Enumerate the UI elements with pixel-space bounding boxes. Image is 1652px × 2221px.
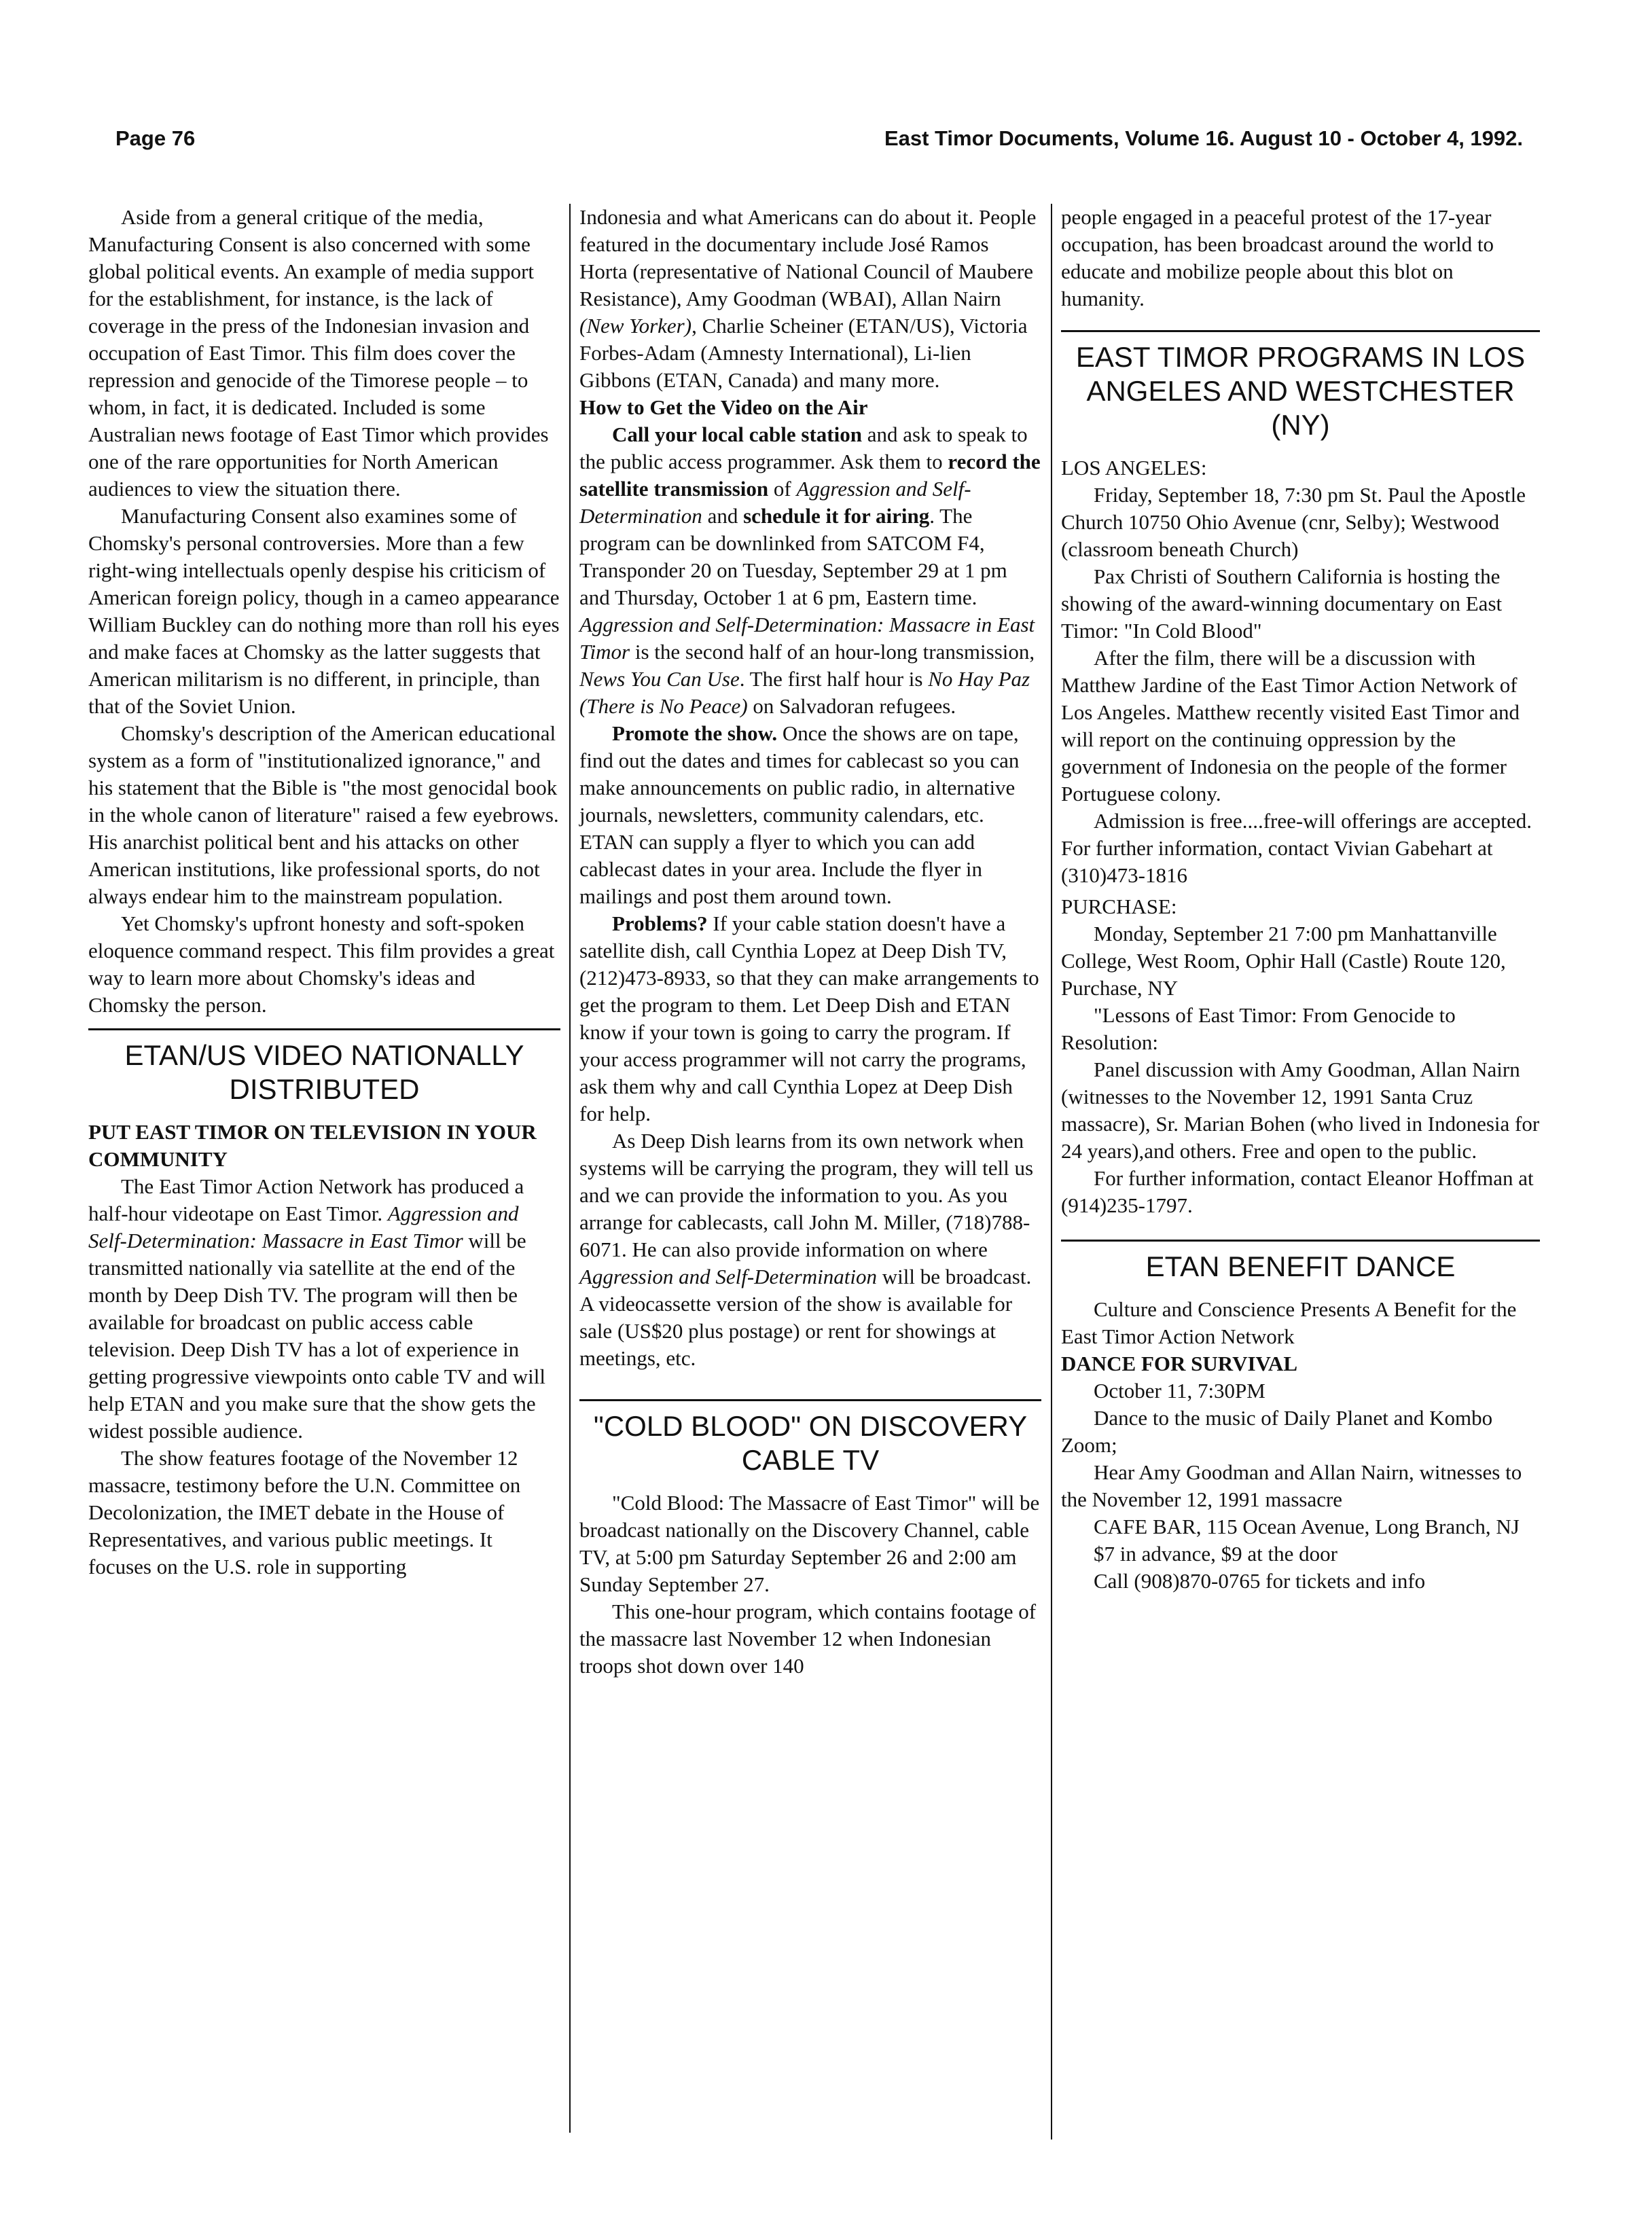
column-divider: [1051, 204, 1052, 2139]
subheading: How to Get the Video on the Air: [579, 395, 868, 419]
paragraph: $7 in advance, $9 at the door: [1094, 1542, 1337, 1566]
column-divider: [569, 204, 571, 2133]
paragraph: This one-hour program, which contains footage of the massacre last November 12 when Indonesian troops shot down over 140: [579, 1600, 1037, 1678]
paragraph: "Lessons of East Timor: From Genocide to Resolution:: [1061, 1003, 1456, 1054]
subheading: PUT EAST TIMOR ON TELEVISION IN YOUR COMMUNITY: [88, 1120, 537, 1171]
paragraph: Problems? If your cable station doesn't have a satellite dish, call Cynthia Lopez at Deep Dish TV, (212)473-8933, so that they can make arrangements to get the program to them. Let Deep Dish and ETAN know if your town is going to carry the program. If your access programmer will not carry the programs, ask them why and call Cynthia Lopez at Deep Dish for help.: [579, 911, 1039, 1125]
paragraph: CAFE BAR, 115 Ocean Avenue, Long Branch, NJ: [1094, 1515, 1520, 1538]
paragraph: October 11, 7:30PM: [1094, 1379, 1265, 1403]
section-rule: [1061, 1240, 1540, 1242]
paragraph: Monday, September 21 7:00 pm Manhattanville College, West Room, Ophir Hall (Castle) Route 120, Purchase, NY: [1061, 922, 1506, 1000]
paragraph: For further information, contact Eleanor Hoffman at (914)235-1797.: [1061, 1166, 1534, 1217]
section-heading: "COLD BLOOD" ON DISCOVERY CABLE TV: [593, 1410, 1028, 1476]
paragraph: Manufacturing Consent also examines some of Chomsky's personal controversies. More than a few right-wing intellectuals openly despise his criticism of American foreign policy, though in a cameo appearance William Buckley can do nothing more than roll his eyes and make faces at Chomsky as the latter suggests that American militarism is no different, in principle, than that of the Soviet Union.: [88, 504, 560, 718]
paragraph: Admission is free....free-will offerings are accepted. For further information, contact Vivian Gabehart at (310)473-1816: [1061, 809, 1532, 887]
paragraph: Pax Christi of Southern California is hosting the showing of the award-winning documentary on East Timor: "In Cold Blood": [1061, 564, 1503, 643]
paragraph: Indonesia and what Americans can do about it. People featured in the documentary include José Ramos Horta (representative of National Council of Maubere Resistance), Amy Goodman (WBAI), Allan Nairn (New Yorker), Charlie Scheiner (ETAN/US), Victoria Forbes-Adam (Amnesty International), Li-lien Gibbons (ETAN, Canada) and many more.: [579, 205, 1037, 392]
paragraph: After the film, there will be a discussion with Matthew Jardine of the East Timor Action Network of Los Angeles. Matthew recently visited East Timor and will report on the continuing oppression by the government of Indonesia on the people of the former Portuguese colony.: [1061, 646, 1520, 806]
section-heading: EAST TIMOR PROGRAMS IN LOS ANGELES AND WESTCHESTER (NY): [1075, 341, 1526, 441]
section-heading: ETAN/US VIDEO NATIONALLY DISTRIBUTED: [124, 1039, 524, 1105]
page-number: Page 76: [115, 126, 196, 150]
paragraph: The show features footage of the November 12 massacre, testimony before the U.N. Committee on Decolonization, the IMET debate in the House of Representatives, and various public meetings. It focuses on the U.S. role in supporting: [88, 1446, 521, 1578]
paragraph: Aside from a general critique of the media, Manufacturing Consent is also concerned with some global political events. An example of media support for the establishment, for instance, is the lack of coverage in the press of the Indonesian invasion and occupation of East Timor. This film does cover the repression and genocide of the Timorese people – to whom, in fact, it is dedicated. Included is some Australian news footage of East Timor which provides one of the rare opportunities for North American audiences to view the situation there.: [88, 205, 549, 501]
location-label: PURCHASE:: [1061, 895, 1177, 918]
paragraph: Panel discussion with Amy Goodman, Allan Nairn (witnesses to the November 12, 1991 Santa Cruz massacre), Sr. Marian Bohen (who lived in Indonesia for 24 years),and others. Free and open to the public.: [1061, 1058, 1540, 1163]
paragraph: Promote the show. Once the shows are on tape, find out the dates and times for cablecast so you can make announcements on public radio, in alternative journals, newsletters, community calendars, etc. ETAN can supply a flyer to which you can add cablecast dates in your area. Include the flyer in mailings and post them around town.: [579, 721, 1020, 908]
column-1: [88, 204, 560, 1581]
paragraph: Hear Amy Goodman and Allan Nairn, witnesses to the November 12, 1991 massacre: [1061, 1460, 1522, 1511]
paragraph: Chomsky's description of the American educational system as a form of "institutionalized ignorance," and his statement that the Bible is "the most genocidal book in the whole canon of literature" raised a few eyebrows. His anarchist political bent and his attacks on other American institutions, like professional sports, do not always endear him to the mainstream population.: [88, 721, 559, 908]
publication-title: East Timor Documents, Volume 16. August 10 - October 4, 1992.: [884, 126, 1523, 150]
section-rule: [88, 1028, 560, 1030]
paragraph: Culture and Conscience Presents A Benefit for the East Timor Action Network: [1061, 1297, 1517, 1348]
paragraph: The East Timor Action Network has produced a half-hour videotape on East Timor. Aggression and Self-Determination: Massacre in East Timor will be transmitted nationally via satellite at the end of the month by Deep Dish TV. The program will then be available for broadcast on public access cable television. Deep Dish TV has a lot of experience in getting progressive viewpoints onto cable TV and will help ETAN and you make sure that the show gets the widest possible audience.: [88, 1174, 545, 1443]
paragraph: As Deep Dish learns from its own network when systems will be carrying the program, they will tell us and we can provide the information to you. As you arrange for cablecasts, call John M. Miller, (718)788-6071. He can also provide information on where Aggression and Self-Determination will be broadcast. A videocassette version of the show is available for sale (US$20 plus postage) or rent for showings at meetings, etc.: [579, 1129, 1034, 1370]
paragraph: Call (908)870-0765 for tickets and info: [1094, 1569, 1426, 1593]
paragraph: "Cold Blood: The Massacre of East Timor" will be broadcast nationally on the Discovery Channel, cable TV, at 5:00 pm Saturday September 26 and 2:00 am Sunday September 27.: [579, 1491, 1040, 1596]
subheading: DANCE FOR SURVIVAL: [1061, 1352, 1297, 1375]
location-label: LOS ANGELES:: [1061, 456, 1207, 480]
section-heading: ETAN BENEFIT DANCE: [1145, 1250, 1456, 1282]
paragraph: Dance to the music of Daily Planet and Kombo Zoom;: [1061, 1406, 1493, 1457]
section-rule: [579, 1399, 1041, 1401]
column-3: [1061, 204, 1540, 1595]
paragraph: Friday, September 18, 7:30 pm St. Paul the Apostle Church 10750 Ohio Avenue (cnr, Selby); Westwood (classroom beneath Church): [1061, 483, 1526, 561]
section-rule: [1061, 330, 1540, 332]
paragraph: Yet Chomsky's upfront honesty and soft-spoken eloquence command respect. This film provides a great way to learn more about Chomsky's ideas and Chomsky the person.: [88, 911, 555, 1017]
video-title: Aggression and Self-Determination: Massacre in East Timor: [88, 1202, 519, 1252]
paragraph: Call your local cable station and ask to speak to the public access programmer. Ask them to record the satellite transmission of Aggression and Self-Determination and schedule it for airing. The program can be downlinked from SATCOM F4, Transponder 20 on Tuesday, September 29 at 1 pm and Thursday, October 1 at 6 pm, Eastern time. Aggression and Self-Determination: Massacre in East Timor is the second half of an hour-long transmission, News You Can Use. The first half hour is No Hay Paz (There is No Peace) on Salvadoran refugees.: [579, 422, 1041, 718]
column-2: [579, 204, 1041, 1680]
paragraph: people engaged in a peaceful protest of the 17-year occupation, has been broadcast around the world to educate and mobilize people about this blot on humanity.: [1061, 205, 1494, 310]
